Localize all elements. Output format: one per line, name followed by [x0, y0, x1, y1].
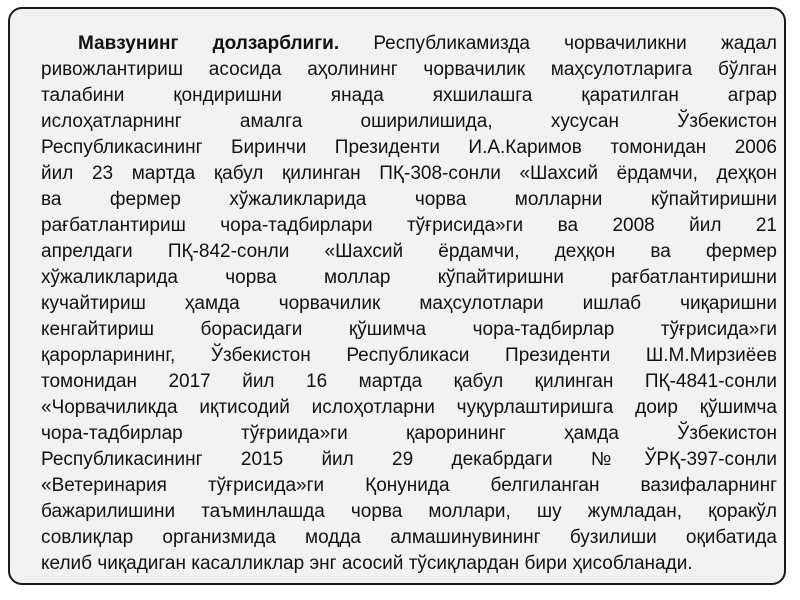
paragraph-line: йил 23 мартда қабул қилинган ПҚ-308-сонли «Шахсий ёрдамчи, деҳқон [41, 163, 777, 184]
paragraph-last-line: келиб чиқадиган касалликлар энг асосий тўсиқлардан бири ҳисобланади. [41, 553, 693, 574]
paragraph-line: талабини қондиришни янада яхшилашга қаратилган аграр [41, 85, 777, 106]
heading-continuation: Республикамизда чорвачиликни жадал [339, 33, 778, 54]
paragraph-line: рағбатлантириш чора-тадбирлари тўғрисида»ги ва 2008 йил 21 [41, 215, 777, 236]
paragraph-line: чора-тадбирлар тўғриида»ги қарорининг ҳамда Ўзбекистон [41, 423, 777, 444]
section-heading: Мавзунинг долзарблиги. [78, 33, 340, 54]
paragraph-line: қарорларининг, Ўзбекистон Республикаси Президенти Ш.М.Мирзиёев [41, 345, 777, 366]
paragraph-line: томонидан 2017 йил 16 мартда қабул қилинган ПҚ-4841-сонли [41, 371, 777, 392]
paragraph-line: «Ветеринария тўғрисида»ги Қонунида белгиланган вазифаларнинг [41, 475, 777, 496]
paragraph-line: «Чорвачиликда иқтисодий ислоҳотларни чуқурлаштиришга доир қўшимча [41, 397, 777, 418]
paragraph-line: Республикасининг 2015 йил 29 декабрдаги №ЎРҚ-397-сонли [41, 449, 777, 470]
paragraph-line: апрелдаги ПҚ-842-сонли «Шахсий ёрдамчи, деҳқон ва фермер [41, 241, 777, 262]
paragraph-line: ва фермер хўжаликларида чорва молларни кўпайтиришни [41, 189, 777, 210]
paragraph-line: хўжаликларида чорва моллар кўпайтиришни рағбатлантиришни [41, 267, 777, 288]
paragraph [41, 31, 777, 577]
paragraph-line: Республикасининг Биринчи Президенти И.А.Каримов томонидан 2006 [41, 137, 777, 158]
paragraph-line-1 [41, 31, 777, 57]
paragraph-line: ривожлантириш асосида аҳолининг чорвачилик маҳсулотларига бўлган [41, 59, 777, 80]
paragraph-line: совлиқлар организмида модда алмашинувининг бузилиши оқибатида [41, 527, 777, 548]
paragraph-line: кучайтириш ҳамда чорвачилик маҳсулотлари ишлаб чиқаришни [41, 293, 777, 314]
paragraph-line: ислоҳатларнинг амалга оширилишида, хусусан Ўзбекистон [41, 111, 777, 132]
paragraph-line: бажарилишини таъминлашда чорва моллари, шу жумладан, қоракўл [41, 501, 777, 522]
paragraph-line: кенгайтириш борасидаги қўшимча чора-тадбирлар тўғрисида»ги [41, 319, 777, 340]
slide-frame [8, 7, 786, 585]
